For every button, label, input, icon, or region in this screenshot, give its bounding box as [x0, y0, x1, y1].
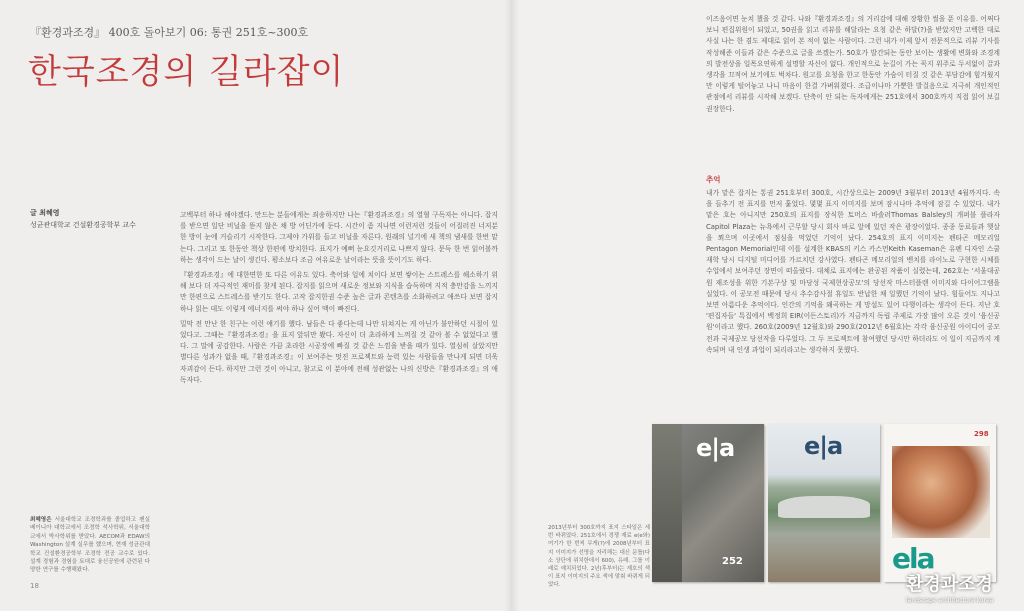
left-body-column: [180, 210, 498, 390]
author-name: 글 최혜영: [30, 209, 60, 217]
right-body-column: [706, 188, 1000, 356]
page-number: 18: [30, 582, 39, 590]
body-paragraph: 고백부터 하나 해야겠다. 만드는 분들에게는 죄송하지만 나는『환경과조경』의 열혈 구독자는 아니다. 잡지를 받으면 일단 비닐을 뜯지 않은 채 방 어딘가에 둔다. 시간이 좀 지나면 이런저런 것들이 어질러진 너저분한 방이 눈에 거슬리기 시작한다. 그제야 가위를 들고 비닐을 자른다. 원래의 널기에 새 책의 냄새를 한번 맡는다. 그리고 또 한동안 책상 한편에 방치한다. 표지가 예뻐 눈요깃거리로 나쁘지 않다. 문득 한 번 읽어볼까 하는 생각이 드는 날이 생긴다. 평소보다 조금 여유로운 날이라는 뜻을 뜻이기도 하다.: [180, 211, 498, 264]
series-label: 『환경과조경』 400호 돌아보기 06: 통권 251호~300호: [30, 26, 309, 39]
cover-artwork: [892, 446, 990, 538]
cover-stone-band: [652, 424, 682, 582]
watermark-title: 환경과조경: [906, 574, 993, 595]
cover-building-shape: [778, 496, 870, 518]
author-affiliation: 성균관대학교 건설환경공학부 교수: [30, 221, 136, 229]
body-paragraph: 밀막 전 만난 한 친구는 이런 얘기를 했다. 남들은 다 좋다는데 나만 뒤쳐지는 게 아닌가 불안하던 시절이 있었다고. 그때는『환경과조경』을 표지 앞뒤만 봤다. 자신이 더 초라하게 느껴질 것 같아 볼 수 없었다고 했다. 그 말에 공감한다. 사람은 가끔 초라한 시공장에 빠질 것 같은 느낌을 받을 때가 있다. 열심히 살았지만 별다른 성과가 없을 때,『환경과조경』이 보여주는 멋진 프로젝트와 능력 있는 사람들을 만나게 되면 더욱 자괴감이 든다. 하지만 그런 것이 아니고, 참고로 이 분야에 전해 성관없는 나의 신방은『환경과조경』의 애독자다.: [180, 319, 498, 384]
body-paragraph: 내가 맡은 잡지는 통권 251호부터 300호, 시간상으로는 2009년 3월부터 2013년 4월까지다. 속을 들추기 전 표지를 먼저 훑었다. 몇몇 표지 이미지를 보며 잠시나마 추억에 잠길 수 있었다. 내가 맡은 호는 아니지만 250호의 표지를 장식한 토머스 바솔러Thomas Balsley의 개퍼블 플라자Capitol Plaza는 뉴욕에서 근무할 당시 회사 바로 앞에 있던 작은 광장이었다. 종종 동료들과 햇살을 쬐으며 이곳에서 점심을 먹었던 기억이 났다. 254호의 표지 이미지는 펜타곤 메모리얼Pentagon Memorial인데 이를 설계한 KBAS의 키스 카스먼Keith Kaseman은 유펜 디자인 스쿨 재학 당시 디지털 미디어를 가르치던 강사였다. 펜타곤 메모리얼의 벤치를 라이노로 구현한 시체를 수업에서 보여주던 장면이 떠올랐다. 대체로 표지에는 완공된 작품이 실렸는데, 262호는 '서울대공원 재조성을 위한 기본구상 및 마당성 국제현상공모'의 당선작 마스터플랜 이미지와 다이어그램을 실었다. 이 공모전 때문에 당시 추수감사절 휴일도 반납한 채 일했던 기억이 났다. 힘들어도 지나고 보면 아름다운 추억이다. 인간의 기억을 왜곡하는 게 망설도 있어 다행이라는 생각이 든다. 지난 호 '편집자들' 특집에서 백정희 EIR(이든스토리)가 지금까지 독립 주제로 가장 많이 오른 것이 '융신공원'이라고 했다. 260호(2009년 12월호)와 290호(2012년 6월호)는 각각 융신공원 아이디어 공모전과 국제공모 당선작을 다루었다. 그 두 프로젝트에 참여했던 당시만 하더라도 이 일이 지금까지 계속되며 내 인생 과업이 되리라고는 생각하지 못했다.: [706, 189, 1000, 354]
body-paragraph: 이즈음이면 눈치 챘을 것 같다. 나와『환경과조경』의 거리감에 대해 장황한 썰을 푼 이유를. 어쩌다 보니 편집위원이 되었고, 50권을 읽고 리뷰를 해달라는 요청 같은 하달(?)을 받았지만 고백한 대로 사실 나는 한 겸도 제대로 읽어 본 적이 없는 사람이다. 그런 내가 이제 앞서 전문적으로 리뷰 기사를 작성해준 이들과 같은 수준으로 글을 쓰겠는가. 50호가 발간되는 동안 보이는 생활에 변화와 조경계의 발전상을 일목요연하게 설명할 자신이 없다. 개인적으로 눈길이 가는 꼭지 위주로 두서없이 끌과 생각을 끄적여 보기에도 벅차다. 원고를 요청을 한고 한동안 가슴이 터질 것 같은 부담감에 힘겨웠지만 이렇게 털어놓고 나니 마음이 한결 가벼워졌다. 조급이나마 가뿐한 발걸음으로 지극히 개인적인 관점에서 리뷰를 시작해 보겠다. 단축이 안 되는 독자에게는 251호에서 300호까지 직접 읽어 보길 권장한다.: [706, 15, 1000, 113]
body-paragraph: 『환경과조경』에 대한면한 또 다른 이유도 있다. 축어와 일에 치이다 보면 쌓이는 스트레스를 해소하기 위해 보다 더 자극적인 재미를 찾게 된다. 잡지를 읽으며 새로운 정보와 지식을 습득하며 지적 충만감을 느끼지만 한편으로 스트레스를 받기도 한다. 고작 잡지한권 수준 높은 글과 콘텐츠를 소화하려고 애쓰다 보면 잡지 하나 읽는 데도 이렇게 에너지를 써야 하나 싶어 맥이 빠진다.: [180, 271, 498, 313]
cover-logo: e|a: [696, 434, 735, 462]
publisher-watermark: [906, 570, 1024, 604]
author-bio: [30, 516, 150, 575]
magazine-cover-2: [768, 424, 880, 582]
section-subhead: 추억: [706, 175, 721, 184]
bio-name: 최혜영은: [30, 517, 52, 523]
gutter-shadow: [505, 0, 519, 611]
cover-logo: ela: [892, 542, 934, 575]
page-title: 한국조경의 길라잡이: [28, 52, 345, 92]
right-intro-column: [706, 14, 1000, 115]
cover-logo: e|a: [804, 432, 843, 460]
magazine-cover-3: [884, 424, 996, 582]
cover-issue-number: 252: [722, 556, 743, 567]
magazine-cover-1: [652, 424, 764, 582]
watermark-subtitle: landscape architecture korea: [906, 597, 994, 604]
image-caption: 2013년부터 300호까지 표지 스타일은 세 번 바뀌었다. 251호에서 경쟁 재료 e(e와) 여기가 한 번씩 무게(?)에 2008년부터 표지 이미지가 선명을 자리해는 대신 문틀(다소 상단에 위치한데서 600), 유래. 그를 이래로 예치되었다. 2년(후부터)는 제호의 색이 표지 이미지의 주요 색에 맞춰 바뀌게 되었다.: [548, 525, 650, 589]
cover-issue-number: 298: [974, 430, 989, 438]
bio-text: 서울대학교 조경학과를 졸업하고 펜실베이니아 대학교에서 조경학 석사학위, 서울대학교에서 박사학위를 받았다. AECOM과 EDAW의 Washington 설계 실무를 했으며, 현재 성균관대학교 건설환경공학부 조경학 전공 교수로 있다. 설계 경험과 경험을 토대로 융신공원에 관련된 다양한 연구를 수행해왔다.: [30, 517, 150, 574]
